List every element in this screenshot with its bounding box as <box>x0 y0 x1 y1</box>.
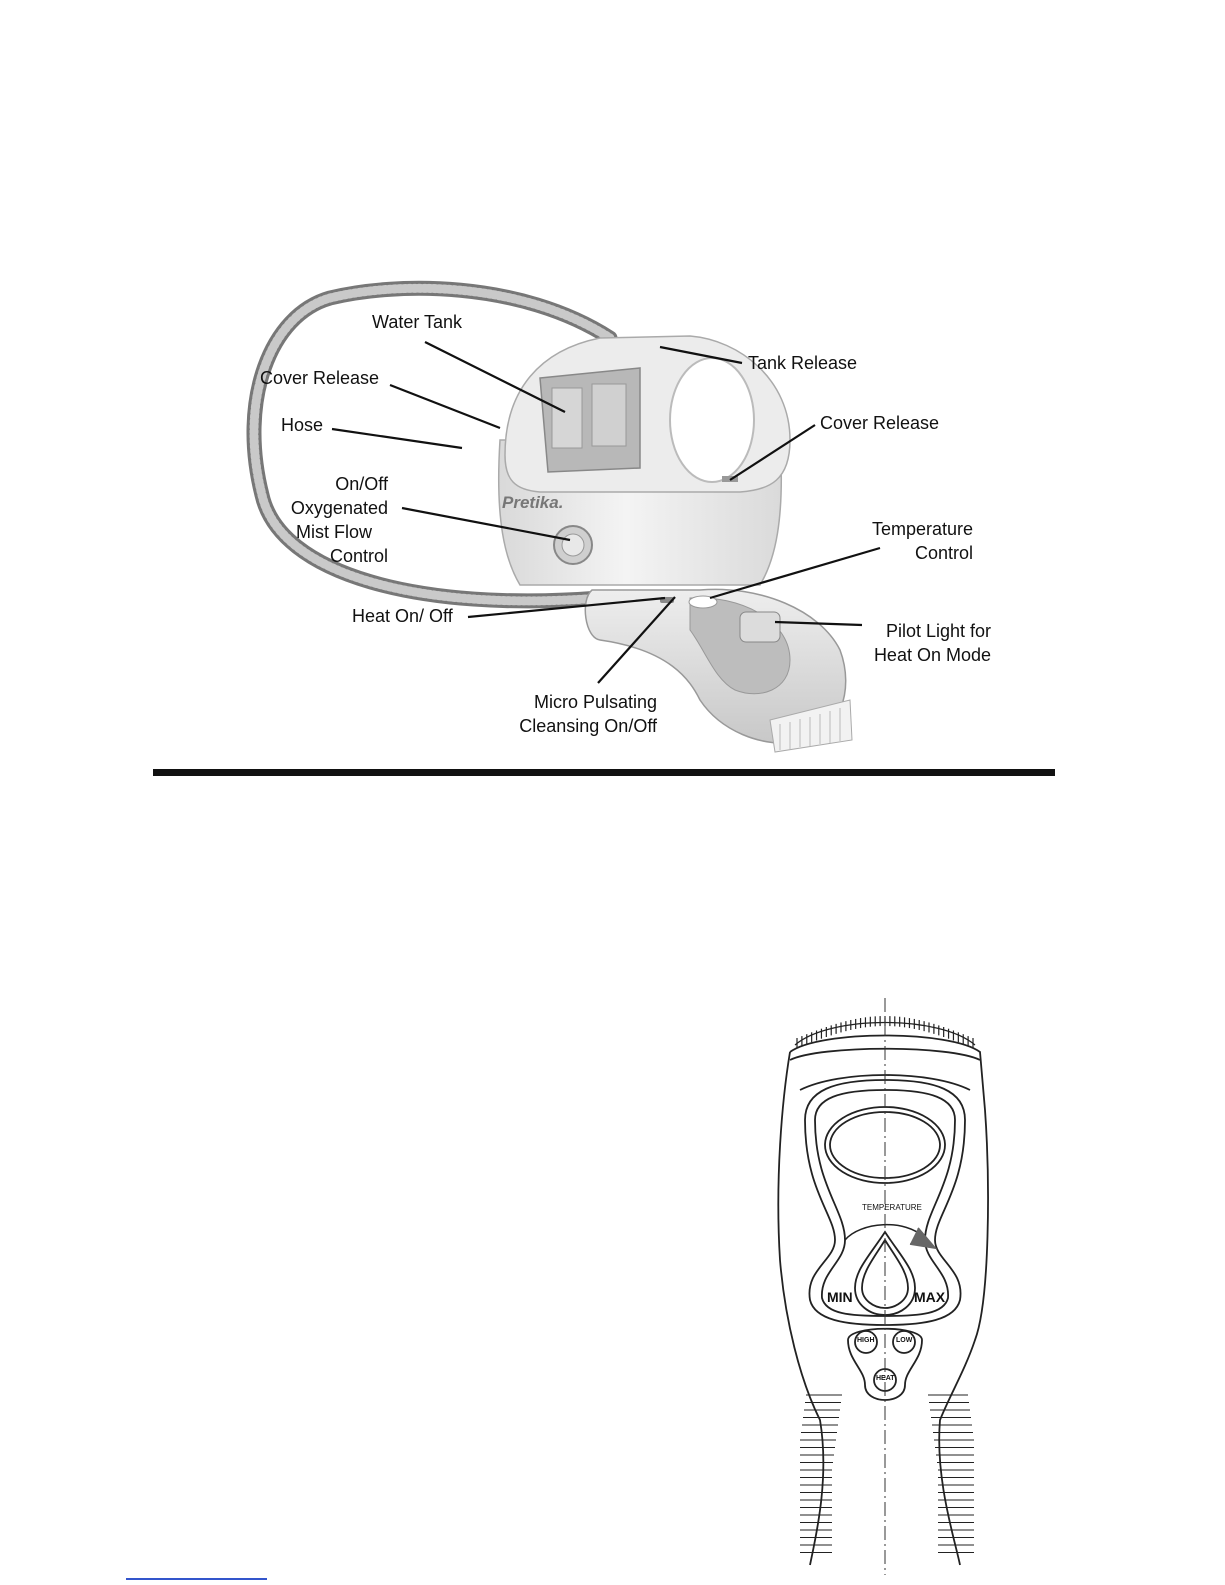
section-divider <box>153 769 1055 776</box>
label-hose: Hose <box>281 415 324 435</box>
label-cover-release-left: Cover Release <box>260 368 380 388</box>
footer-link-underline <box>126 1578 267 1580</box>
label-cover-release-right: Cover Release <box>820 413 940 433</box>
label-water-tank: Water Tank <box>372 312 463 332</box>
temperature-label: TEMPERATURE <box>862 1203 922 1212</box>
product-illustration <box>0 0 1225 780</box>
label-mist-control: On/Off Oxygenated Mist Flow Control <box>290 474 388 566</box>
brand-logo: Pretika. <box>502 493 564 512</box>
leader-cover-release-left <box>390 385 500 428</box>
temperature-arrow <box>845 1225 925 1240</box>
label-temperature-control: Temperature Control <box>871 519 973 563</box>
pilot-light-window <box>740 612 780 642</box>
bristle-fringe <box>795 1023 975 1046</box>
heat-button[interactable]: HEAT <box>876 1375 895 1382</box>
head-outline <box>790 1036 988 1566</box>
min-label: MIN <box>827 1289 853 1305</box>
label-heat-on-off: Heat On/ Off <box>352 606 453 626</box>
leader-hose <box>332 429 462 448</box>
pilot-window <box>825 1107 945 1183</box>
max-label: MAX <box>914 1289 946 1305</box>
carry-opening <box>670 358 754 482</box>
label-micro-pulsating: Micro Pulsating Cleansing On/Off <box>519 692 657 736</box>
label-pilot-light: Pilot Light for Heat On Mode <box>873 621 991 665</box>
temperature-dial <box>855 1232 915 1315</box>
low-button[interactable]: LOW <box>896 1337 913 1344</box>
label-tank-release: Tank Release <box>748 353 858 373</box>
high-button[interactable]: HIGH <box>857 1337 875 1344</box>
